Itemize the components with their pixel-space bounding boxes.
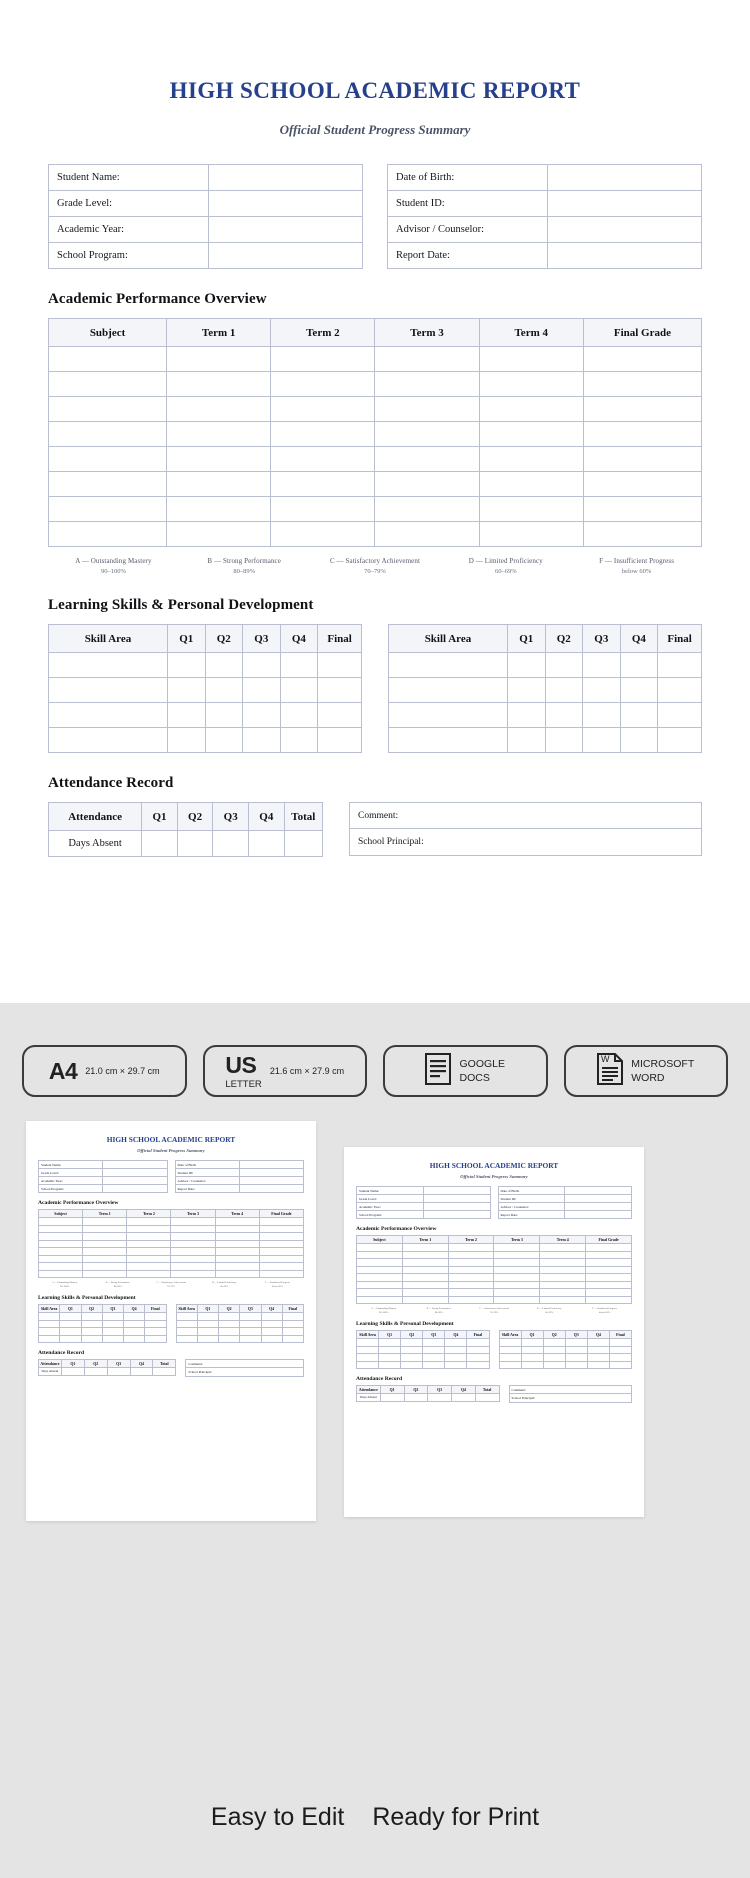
preview-element: Official Student Progress Summary bbox=[137, 1148, 205, 1153]
table-cell[interactable] bbox=[167, 703, 205, 728]
preview-a4[interactable] bbox=[26, 1121, 316, 1521]
preview-element bbox=[509, 1385, 632, 1403]
column-header-term-3: Term 3 bbox=[375, 319, 479, 347]
table-cell[interactable] bbox=[507, 678, 545, 703]
table-row bbox=[49, 472, 702, 497]
table-row bbox=[49, 831, 323, 857]
preview-element bbox=[38, 1281, 304, 1288]
table-cell[interactable] bbox=[167, 728, 205, 753]
table-cell[interactable] bbox=[620, 703, 658, 728]
table-cell[interactable] bbox=[620, 653, 658, 678]
preview-element: Student Name: Grade Level: Academic Year: School Program: bbox=[356, 1186, 491, 1219]
preview-element: B — Strong Performance 80–89% bbox=[426, 1307, 451, 1314]
grading-scale-range: below 60% bbox=[621, 568, 652, 575]
table-cell[interactable] bbox=[389, 678, 508, 703]
table-row bbox=[49, 217, 363, 243]
table-cell[interactable] bbox=[318, 728, 362, 753]
table-cell[interactable] bbox=[280, 703, 318, 728]
table-row bbox=[49, 497, 702, 522]
table-cell[interactable] bbox=[507, 653, 545, 678]
column-header-term-2: Term 2 bbox=[271, 319, 375, 347]
grading-scale-item bbox=[179, 557, 310, 575]
preview-element: School Principal: bbox=[511, 1396, 535, 1401]
svg-text:W: W bbox=[601, 1053, 610, 1064]
table-cell[interactable] bbox=[243, 728, 281, 753]
badge-google-sub: DOCS bbox=[459, 1072, 490, 1084]
column-header-q2: Q2 bbox=[545, 625, 583, 653]
table-cell[interactable] bbox=[271, 472, 375, 497]
column-header-total: Total bbox=[284, 803, 322, 831]
preview-element: Subject Term 1 Term 2 Term 3 Term 4 Final Grade bbox=[356, 1235, 632, 1304]
field-value-date-of-birth[interactable] bbox=[548, 165, 702, 191]
student-info-section bbox=[48, 164, 702, 269]
preview-element: B — Strong Performance 80–89% bbox=[105, 1281, 130, 1288]
table-cell[interactable] bbox=[375, 347, 479, 372]
page-title: HIGH SCHOOL ACADEMIC REPORT bbox=[169, 78, 581, 103]
preview-element: Learning Skills & Personal Development bbox=[38, 1295, 136, 1302]
preview-element: Official Student Progress Summary bbox=[460, 1174, 528, 1179]
table-header-row bbox=[49, 625, 362, 653]
table-cell[interactable] bbox=[280, 653, 318, 678]
table-row bbox=[49, 447, 702, 472]
table-row bbox=[389, 728, 702, 753]
format-badges bbox=[0, 1003, 750, 1097]
table-cell[interactable] bbox=[49, 522, 167, 547]
preview-element bbox=[356, 1186, 632, 1219]
table-cell[interactable] bbox=[271, 447, 375, 472]
grading-scale-item bbox=[310, 557, 441, 575]
table-cell[interactable] bbox=[243, 678, 281, 703]
field-label-student-id: Student ID: bbox=[388, 191, 548, 217]
principal-label[interactable]: School Principal: bbox=[358, 837, 424, 847]
comment-box bbox=[349, 802, 702, 856]
preview-element: HIGH SCHOOL ACADEMIC REPORT bbox=[429, 1161, 559, 1170]
column-header-skill-area: Skill Area bbox=[389, 625, 508, 653]
column-header-q2: Q2 bbox=[177, 803, 213, 831]
table-cell[interactable] bbox=[49, 422, 167, 447]
preview-element: D — Limited Proficiency 60–69% bbox=[211, 1281, 237, 1288]
table-cell[interactable] bbox=[583, 678, 621, 703]
table-cell[interactable] bbox=[583, 653, 621, 678]
preview-element: A — Outstanding Mastery 90–100% bbox=[370, 1307, 397, 1314]
table-cell[interactable] bbox=[658, 653, 702, 678]
skills-section bbox=[48, 624, 702, 753]
badge-google-docs[interactable] bbox=[383, 1045, 548, 1097]
field-value-advisor[interactable] bbox=[548, 217, 702, 243]
table-row bbox=[49, 191, 363, 217]
table-row bbox=[49, 165, 363, 191]
tagline-ready-for-print: Ready for Print bbox=[372, 1803, 540, 1831]
table-cell[interactable] bbox=[49, 653, 168, 678]
preview-element: Attendance Q1 Q2 Q3 Q4 Total Days Absent bbox=[356, 1385, 500, 1402]
preview-element bbox=[38, 1359, 304, 1377]
table-cell[interactable] bbox=[583, 372, 701, 397]
table-cell[interactable] bbox=[545, 653, 583, 678]
promo-area bbox=[0, 1003, 750, 1878]
table-cell[interactable] bbox=[583, 347, 701, 372]
table-cell[interactable] bbox=[167, 397, 271, 422]
table-cell[interactable] bbox=[375, 372, 479, 397]
student-info-table-left bbox=[48, 164, 363, 269]
column-header-q2: Q2 bbox=[205, 625, 243, 653]
field-value-grade-level[interactable] bbox=[209, 191, 363, 217]
field-label-academic-year: Academic Year: bbox=[49, 217, 209, 243]
preview-element bbox=[38, 1304, 304, 1343]
table-cell[interactable] bbox=[375, 522, 479, 547]
table-row bbox=[49, 728, 362, 753]
column-header-final: Final bbox=[658, 625, 702, 653]
preview-element: C — Satisfactory Achievement 70–79% bbox=[156, 1281, 186, 1288]
table-cell[interactable] bbox=[583, 497, 701, 522]
student-info-table-right bbox=[387, 164, 702, 269]
preview-element bbox=[38, 1160, 304, 1193]
table-cell[interactable] bbox=[507, 703, 545, 728]
table-cell[interactable] bbox=[375, 497, 479, 522]
grading-scale-range: 80–89% bbox=[233, 568, 256, 575]
field-value-academic-year[interactable] bbox=[209, 217, 363, 243]
table-cell[interactable] bbox=[479, 497, 583, 522]
column-header-q4: Q4 bbox=[249, 803, 285, 831]
column-header-q4: Q4 bbox=[620, 625, 658, 653]
table-header-row bbox=[49, 319, 702, 347]
table-cell[interactable] bbox=[49, 372, 167, 397]
column-header-skill-area: Skill Area bbox=[49, 625, 168, 653]
skills-table-2 bbox=[388, 624, 702, 753]
preview-element: HIGH SCHOOL ACADEMIC REPORT bbox=[106, 1135, 236, 1144]
table-cell[interactable] bbox=[620, 678, 658, 703]
table-row bbox=[388, 165, 702, 191]
table-header-row bbox=[49, 803, 323, 831]
google-docs-icon bbox=[425, 1053, 451, 1090]
preview-element bbox=[356, 1307, 632, 1314]
preview-element: Academic Performance Overview bbox=[356, 1226, 437, 1232]
badge-us-name: US bbox=[225, 1052, 257, 1078]
tagline-easy-to-edit: Easy to Edit bbox=[210, 1803, 345, 1831]
table-cell[interactable] bbox=[545, 703, 583, 728]
table-cell[interactable] bbox=[49, 678, 168, 703]
table-cell[interactable] bbox=[389, 653, 508, 678]
table-cell[interactable] bbox=[479, 447, 583, 472]
table-cell[interactable] bbox=[167, 653, 205, 678]
badge-microsoft-word[interactable] bbox=[564, 1045, 729, 1097]
preview-element: Skill Area Q1 Q2 Q3 Q4 Final bbox=[356, 1330, 490, 1369]
preview-element: School Principal: bbox=[188, 1370, 212, 1375]
badge-us-sub: LETTER bbox=[225, 1079, 262, 1090]
badge-word-sub: WORD bbox=[631, 1072, 665, 1084]
table-cell[interactable] bbox=[271, 497, 375, 522]
field-label-student-name: Student Name: bbox=[49, 165, 209, 191]
table-cell[interactable] bbox=[583, 728, 621, 753]
table-cell[interactable] bbox=[205, 703, 243, 728]
preview-element: Comment: bbox=[510, 1386, 631, 1394]
preview-element bbox=[185, 1359, 304, 1377]
document-page bbox=[0, 78, 750, 1003]
table-row bbox=[49, 703, 362, 728]
grading-scale-range: 90–100% bbox=[100, 568, 126, 575]
grading-scale-grade: A — Outstanding Mastery bbox=[75, 557, 152, 565]
table-cell[interactable] bbox=[271, 397, 375, 422]
table-cell[interactable] bbox=[318, 653, 362, 678]
badge-us-dimensions: 21.6 cm × 27.9 cm bbox=[269, 1066, 345, 1076]
column-header-q4: Q4 bbox=[280, 625, 318, 653]
table-cell[interactable] bbox=[49, 703, 168, 728]
badge-us-letter[interactable] bbox=[203, 1045, 368, 1097]
badge-word-name: MICROSOFT bbox=[631, 1057, 695, 1070]
column-header-term-1: Term 1 bbox=[167, 319, 271, 347]
table-header-row bbox=[389, 625, 702, 653]
table-cell[interactable] bbox=[205, 728, 243, 753]
preview-element: Skill Area Q1 Q2 Q3 Q4 Final bbox=[176, 1304, 305, 1343]
table-cell[interactable] bbox=[271, 522, 375, 547]
column-header-final: Final bbox=[318, 625, 362, 653]
preview-element: D — Limited Proficiency 60–69% bbox=[536, 1307, 562, 1314]
table-cell[interactable] bbox=[583, 703, 621, 728]
table-row bbox=[49, 372, 702, 397]
badge-google-name: GOOGLE bbox=[459, 1057, 505, 1070]
table-cell[interactable] bbox=[49, 397, 167, 422]
table-row bbox=[49, 397, 702, 422]
table-cell[interactable] bbox=[142, 831, 178, 857]
table-cell[interactable] bbox=[658, 703, 702, 728]
grading-scale-range: 70–79% bbox=[364, 568, 386, 575]
badge-a4-dimensions: 21.0 cm × 29.7 cm bbox=[85, 1066, 160, 1076]
preview-element: F — Insufficient Progress below 60% bbox=[265, 1281, 290, 1288]
performance-table bbox=[48, 318, 702, 547]
table-row bbox=[388, 217, 702, 243]
grading-scale-range: 60–69% bbox=[494, 568, 517, 575]
grading-scale-grade: B — Strong Performance bbox=[207, 557, 281, 565]
table-cell[interactable] bbox=[49, 497, 167, 522]
field-label-date-of-birth: Date of Birth: bbox=[388, 165, 548, 191]
preview-element: Skill Area Q1 Q2 Q3 Q4 Final bbox=[499, 1330, 633, 1369]
document-body bbox=[0, 78, 750, 857]
table-cell[interactable] bbox=[167, 472, 271, 497]
column-header-q3: Q3 bbox=[583, 625, 621, 653]
table-cell[interactable] bbox=[620, 728, 658, 753]
preview-element: Learning Skills & Personal Development bbox=[356, 1321, 454, 1328]
table-row bbox=[49, 678, 362, 703]
table-cell[interactable] bbox=[318, 678, 362, 703]
preview-element: Subject Term 1 Term 2 Term 3 Term 4 Final Grade bbox=[38, 1209, 304, 1278]
table-row bbox=[389, 653, 702, 678]
table-cell[interactable] bbox=[243, 703, 281, 728]
table-row bbox=[389, 678, 702, 703]
grading-scale-grade: C — Satisfactory Achievement bbox=[329, 557, 421, 565]
attendance-row-label: Days Absent bbox=[49, 831, 142, 857]
preview-element: F — Insufficient Progress below 60% bbox=[592, 1307, 617, 1314]
skills-table-1 bbox=[48, 624, 362, 753]
table-cell[interactable] bbox=[243, 653, 281, 678]
grading-scale-grade: F — Insufficient Progress bbox=[599, 557, 675, 565]
table-cell[interactable] bbox=[545, 678, 583, 703]
table-row bbox=[49, 653, 362, 678]
grading-scale-item bbox=[440, 557, 571, 575]
field-label-school-program: School Program: bbox=[49, 243, 209, 269]
table-row bbox=[388, 243, 702, 269]
table-cell[interactable] bbox=[49, 728, 168, 753]
table-cell[interactable] bbox=[389, 703, 508, 728]
preview-element: A — Outstanding Mastery 90–100% bbox=[51, 1281, 78, 1288]
table-cell[interactable] bbox=[271, 372, 375, 397]
field-value-school-program[interactable] bbox=[209, 243, 363, 269]
table-cell[interactable] bbox=[167, 522, 271, 547]
grading-scale-item bbox=[571, 557, 702, 575]
table-cell[interactable] bbox=[318, 703, 362, 728]
table-cell[interactable] bbox=[507, 728, 545, 753]
preview-element: Academic Performance Overview bbox=[38, 1200, 119, 1206]
preview-element: Skill Area Q1 Q2 Q3 Q4 Final bbox=[38, 1304, 167, 1343]
field-value-student-name[interactable] bbox=[209, 165, 363, 191]
table-cell[interactable] bbox=[375, 447, 479, 472]
preview-element: Attendance Q1 Q2 Q3 Q4 Total Days Absent bbox=[38, 1359, 176, 1376]
table-cell[interactable] bbox=[167, 497, 271, 522]
table-cell[interactable] bbox=[375, 422, 479, 447]
table-cell[interactable] bbox=[167, 447, 271, 472]
table-row bbox=[49, 347, 702, 372]
column-header-final-grade: Final Grade bbox=[583, 319, 701, 347]
table-cell[interactable] bbox=[167, 372, 271, 397]
table-cell[interactable] bbox=[167, 347, 271, 372]
preview-thumbnails bbox=[0, 1097, 750, 1521]
column-header-q3: Q3 bbox=[243, 625, 281, 653]
table-cell[interactable] bbox=[583, 472, 701, 497]
table-cell[interactable] bbox=[167, 422, 271, 447]
page-subtitle: Official Student Progress Summary bbox=[279, 122, 471, 137]
table-cell[interactable] bbox=[658, 678, 702, 703]
table-cell[interactable] bbox=[177, 831, 213, 857]
grading-scale-item bbox=[48, 557, 179, 575]
table-row bbox=[49, 422, 702, 447]
table-row bbox=[389, 703, 702, 728]
attendance-table bbox=[48, 802, 323, 857]
attendance-section bbox=[48, 802, 702, 857]
section-heading-skills: Learning Skills & Personal Development bbox=[48, 597, 314, 613]
table-cell[interactable] bbox=[49, 472, 167, 497]
column-header-subject: Subject bbox=[49, 319, 167, 347]
preview-element: Attendance Record bbox=[356, 1376, 403, 1383]
preview-element: Attendance Record bbox=[38, 1350, 85, 1357]
table-row bbox=[388, 191, 702, 217]
table-cell[interactable] bbox=[49, 447, 167, 472]
table-cell[interactable] bbox=[280, 728, 318, 753]
table-cell[interactable] bbox=[658, 728, 702, 753]
table-cell[interactable] bbox=[389, 728, 508, 753]
table-cell[interactable] bbox=[583, 397, 701, 422]
table-row bbox=[49, 522, 702, 547]
table-cell[interactable] bbox=[479, 347, 583, 372]
preview-element: Student Name: Grade Level: Academic Year: School Program: bbox=[38, 1160, 168, 1193]
table-cell[interactable] bbox=[271, 347, 375, 372]
preview-element: C — Satisfactory Achievement 70–79% bbox=[479, 1307, 509, 1314]
table-cell[interactable] bbox=[205, 678, 243, 703]
column-header-q1: Q1 bbox=[142, 803, 178, 831]
preview-element bbox=[356, 1385, 632, 1403]
table-cell[interactable] bbox=[167, 678, 205, 703]
column-header-q3: Q3 bbox=[213, 803, 249, 831]
table-cell[interactable] bbox=[375, 397, 479, 422]
preview-element: Date of Birth: Student ID: Advisor / Counselor: Report Date: bbox=[498, 1186, 633, 1219]
taglines bbox=[0, 1803, 750, 1832]
table-cell[interactable] bbox=[583, 447, 701, 472]
preview-element: Comment: bbox=[186, 1360, 303, 1368]
table-cell[interactable] bbox=[280, 678, 318, 703]
microsoft-word-icon bbox=[597, 1053, 623, 1090]
column-header-q1: Q1 bbox=[167, 625, 205, 653]
column-header-attendance: Attendance bbox=[49, 803, 142, 831]
grading-scale-grade: D — Limited Proficiency bbox=[468, 557, 543, 565]
table-row bbox=[49, 243, 363, 269]
table-cell[interactable] bbox=[479, 372, 583, 397]
table-cell[interactable] bbox=[284, 831, 322, 857]
field-value-student-id[interactable] bbox=[548, 191, 702, 217]
table-cell[interactable] bbox=[249, 831, 285, 857]
table-cell[interactable] bbox=[479, 422, 583, 447]
table-cell[interactable] bbox=[583, 522, 701, 547]
field-label-report-date: Report Date: bbox=[388, 243, 548, 269]
badge-a4-name: A4 bbox=[48, 1057, 78, 1084]
section-heading-attendance: Attendance Record bbox=[48, 775, 174, 791]
table-cell[interactable] bbox=[375, 472, 479, 497]
table-cell[interactable] bbox=[49, 347, 167, 372]
grading-scale-legend bbox=[48, 557, 702, 575]
table-cell[interactable] bbox=[545, 728, 583, 753]
table-cell[interactable] bbox=[479, 522, 583, 547]
table-cell[interactable] bbox=[479, 397, 583, 422]
preview-element bbox=[356, 1330, 632, 1369]
column-header-term-4: Term 4 bbox=[479, 319, 583, 347]
table-cell[interactable] bbox=[205, 653, 243, 678]
field-label-grade-level: Grade Level: bbox=[49, 191, 209, 217]
column-header-q1: Q1 bbox=[507, 625, 545, 653]
table-cell[interactable] bbox=[583, 422, 701, 447]
section-heading-performance: Academic Performance Overview bbox=[48, 291, 267, 307]
comment-label[interactable]: Comment: bbox=[350, 803, 701, 829]
preview-element: Date of Birth: Student ID: Advisor / Counselor: Report Date: bbox=[175, 1160, 305, 1193]
table-cell[interactable] bbox=[213, 831, 249, 857]
preview-us-letter[interactable] bbox=[344, 1147, 644, 1517]
field-label-advisor: Advisor / Counselor: bbox=[388, 217, 548, 243]
field-value-report-date[interactable] bbox=[548, 243, 702, 269]
badge-a4[interactable] bbox=[22, 1045, 187, 1097]
table-cell[interactable] bbox=[479, 472, 583, 497]
table-cell[interactable] bbox=[271, 422, 375, 447]
